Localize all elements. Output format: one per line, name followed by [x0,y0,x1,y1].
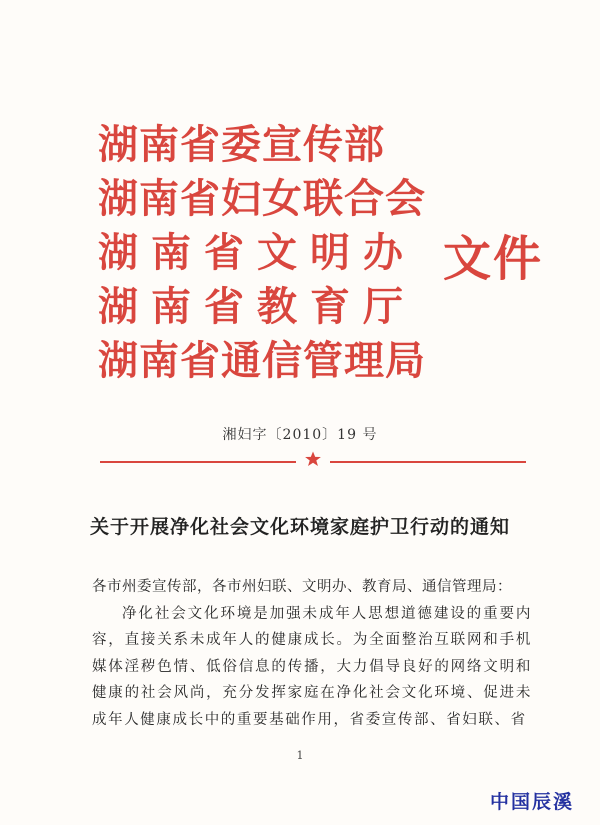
watermark-logo: 中国辰溪 [490,791,575,813]
document-number: 湘妇字〔2010〕19 号 [222,427,378,443]
page-number: 1 [296,749,304,762]
separator-rule-left [100,461,296,463]
separator-rule-right [330,461,526,463]
notice-salutation: 各市州委宣传部，各市州妇联、文明办、教育局、通信管理局： [92,579,512,595]
notice-title: 关于开展净化社会文化环境家庭护卫行动的通知 [89,516,510,538]
issuer-communications-bureau: 湖南省通信管理局 [98,337,426,384]
notice-body [92,574,532,733]
issuer-list [98,118,438,388]
red-separator [100,456,526,468]
issuer-propaganda-dept: 湖南省委宣传部 [98,121,385,168]
document-type-label: 文件 [443,231,544,287]
issuer-education-dept: 湖南省教育厅 [98,283,416,330]
notice-paragraph: 净化社会文化环境是加强未成年人思想道德建设的重要内容，直接关系未成年人的健康成长。为全面整治互联网和手机媒体淫秽色情、低俗信息的传播，大力倡导良好的网络文明和健康的社会风尚，充分发挥家庭在净化社会文化环境、促进未成年人健康成长中的重要基础作用，省委宣传部、省妇联、省 [92,605,532,728]
star-icon [304,450,322,468]
issuer-womens-federation: 湖南省妇女联合会 [98,175,426,222]
issuer-civilization-office: 湖南省文明办 [98,229,416,276]
